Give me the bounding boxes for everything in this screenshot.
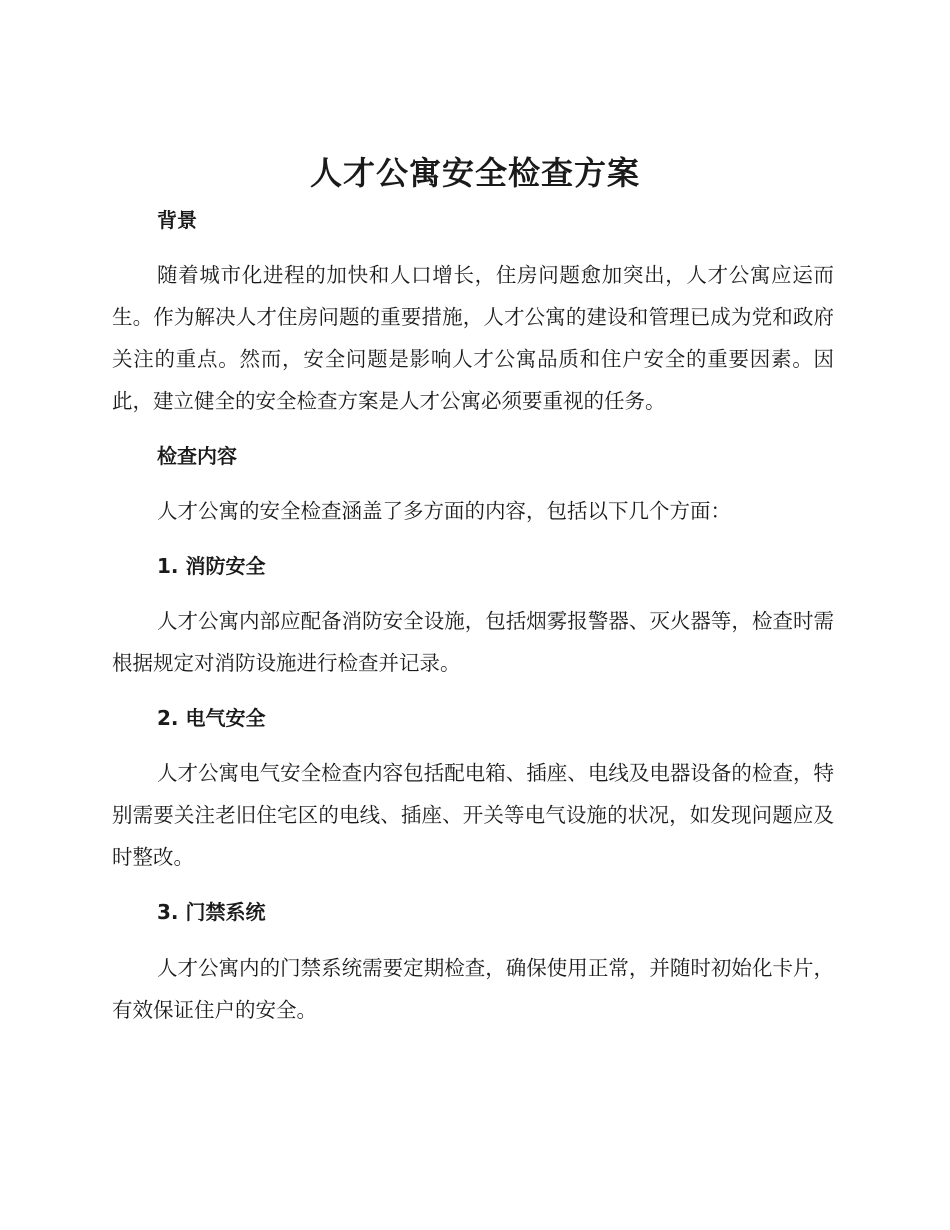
section-heading-fire-safety: 1. 消防安全 [157,554,266,578]
section-paragraph-access-control: 人才公寓内的门禁系统需要定期检查，确保使用正常，并随时初始化卡片，有效保证住户的安全。 [112,956,834,1022]
section-paragraph-background: 随着城市化进程的加快和人口增长，住房问题愈加突出，人才公寓应运而生。作为解决人才住房问题的重要措施，人才公寓的建设和管理已成为党和政府关注的重点。然而，安全问题是影响人才公寓品质和住户安全的重要因素。因此，建立健全的安全检查方案是人才公寓必须要重视的任务。 [112,263,834,413]
document-title: 人才公寓安全检查方案 [309,154,640,192]
section-heading-background: 背景 [157,208,197,232]
section-heading-inspection-content: 检查内容 [157,444,237,468]
section-heading-access-control: 3. 门禁系统 [157,900,266,924]
section-heading-electrical-safety: 2. 电气安全 [157,706,266,730]
section-paragraph-electrical-safety: 人才公寓电气安全检查内容包括配电箱、插座、电线及电器设备的检查，特别需要关注老旧住宅区的电线、插座、开关等电气设施的状况，如发现问题应及时整改。 [112,761,834,869]
section-paragraph-inspection-content: 人才公寓的安全检查涵盖了多方面的内容，包括以下几个方面： [157,499,731,523]
section-paragraph-fire-safety: 人才公寓内部应配备消防安全设施，包括烟雾报警器、灭火器等，检查时需根据规定对消防设施进行检查并记录。 [112,609,834,675]
